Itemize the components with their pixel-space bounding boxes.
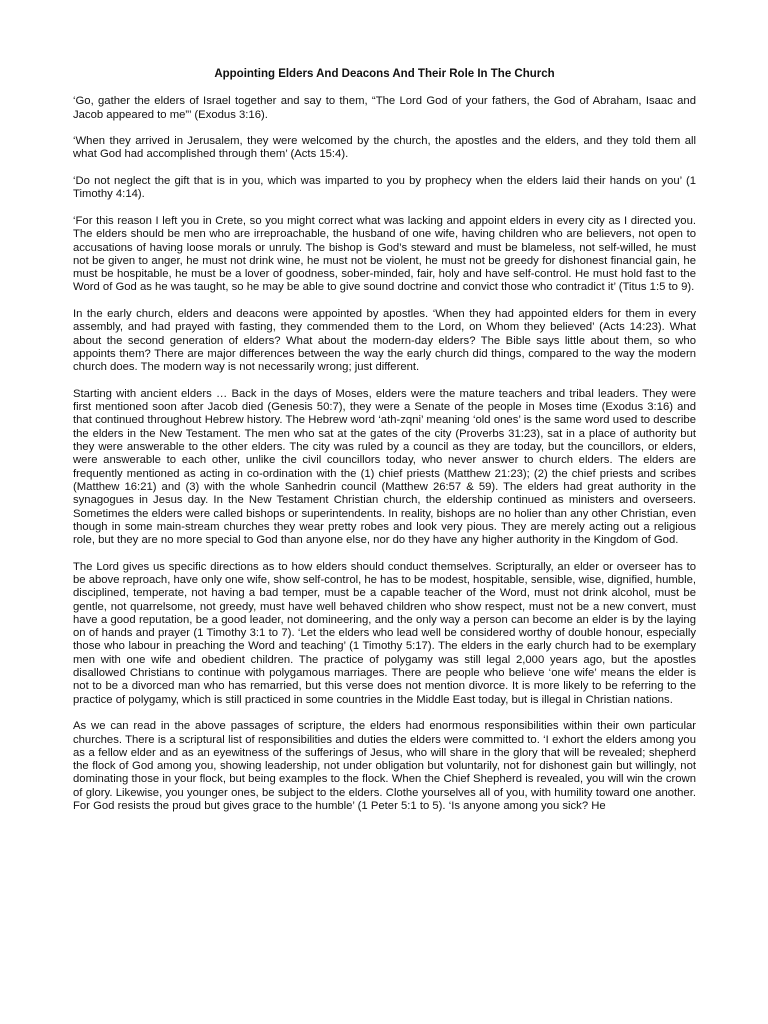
paragraph-early-church: In the early church, elders and deacons were appointed by apostles. ‘When they had appointed elders for them in every assembly, and had prayed with fasting, they commended them to the Lord, on Whom they believed’ (Acts 14:23). What about the second generation of elders? What about the modern-day elders? The Bible says little about them, so who appoints them? There are major differences between the way the early church did things, compared to the way the modern church does. The modern way is not necessarily wrong; just different. [73,308,696,374]
paragraph-acts-quote: ‘When they arrived in Jerusalem, they were welcomed by the church, the apostles and the elders, and they told them all what God had accomplished through them’ (Acts 15:4). [73,135,696,161]
paragraph-timothy-quote: ‘Do not neglect the gift that is in you, which was imparted to you by prophecy when the elders laid their hands on you’ (1 Timothy 4:14). [73,175,696,201]
paragraph-elder-conduct: The Lord gives us specific directions as to how elders should conduct themselves. Scripturally, an elder or overseer has to be above reproach, have only one wife, show self-control, he has to be modest, hospitable, sensible, wise, dignified, humble, disciplined, temperate, not having a bad temper, must be a capable teacher of the Word, must not drink alcohol, must be gentle, not quarrelsome, not greedy, must have well behaved children who show respect, must not be a new convert, must have a good reputation, be a good leader, not domineering, and the only way a person can become an elder is by the laying on of hands and prayer (1 Timothy 3:1 to 7). ‘Let the elders who lead well be considered worthy of double honour, especially those who labour in preaching the Word and teaching’ (1 Timothy 5:17). The elders in the early church had to be exemplary men with one wife and obedient children. The practice of polygamy was still legal 2,000 years ago, but the apostles disallowed Christians to continue with polygamous marriages. There are people who believe ‘one wife’ means the elder is not to be a divorced man who has remarried, but this verse does not mention divorce. It is more likely to be referring to the practice of polygamy, which is still practiced in some countries in the Middle East today, but is illegal in Christian nations. [73,560,696,706]
paragraph-exodus-quote: ‘Go, gather the elders of Israel together and say to them, “The Lord God of your fathers, the God of Abraham, Isaac and Jacob appeared to me”’ (Exodus 3:16). [73,95,696,121]
paragraph-titus-quote: ‘For this reason I left you in Crete, so you might correct what was lacking and appoint elders in every city as I directed you. The elders should be men who are irreproachable, the husband of one wife, having children who are believers, not open to accusations of having loose morals or unruly. The bishop is God’s steward and must be blameless, not self-willed, he must not be given to anger, he must not drink wine, he must not be violent, he must not be greedy for dishonest financial gain, he must be hospitable, he must be a lover of goodness, sober-minded, fair, holy and have self-control. He must hold fast to the Word of God as he was taught, so he may be able to give sound doctrine and convict those who contradict it’ (Titus 1:5 to 9). [73,214,696,294]
paragraph-ancient-elders: Starting with ancient elders … Back in the days of Moses, elders were the mature teachers and tribal leaders. They were first mentioned soon after Jacob died (Genesis 50:7), they were a Senate of the people in Moses time (Exodus 3:16) and that continued throughout Hebrew history. The Hebrew word ‘ath-zqni’ meaning ‘old ones’ is the same word used to describe the elders in the New Testament. The men who sat at the gates of the city (Proverbs 31:23), sat in a place of authority but they were answerable to the other elders. The city was ruled by a council as they are today, but the councillors, or elders, were answerable to each other, unlike the civil councillors today, who never answer to church elders. The elders are frequently mentioned as acting in co-ordination with the (1) chief priests (Matthew 21:23); (2) the chief priests and scribes (Matthew 16:21) and (3) with the whole Sanhedrin council (Matthew 26:57 & 59). The elders had great authority in the synagogues in Jesus day. In the New Testament Christian church, the eldership continued as ministers and overseers. Sometimes the elders were called bishops or superintendents. In reality, bishops are no holier than any other Christian, even though in some main-stream churches they wear pretty robes and look very pious. They are merely acting out a religious role, but they are no more special to God than anyone else, nor do they have any higher authority in the Kingdom of God. [73,387,696,547]
document-title: Appointing Elders And Deacons And Their Role In The Church [214,68,555,80]
paragraph-elder-responsibilities: As we can read in the above passages of scripture, the elders had enormous responsibilities within their own particular churches. There is a scriptural list of responsibilities and duties the elders were committed to. ‘I exhort the elders among you as a fellow elder and as an eyewitness of the sufferings of Jesus, who will share in the glory that will be revealed; shepherd the flock of God among you, showing leadership, not under obligation but voluntarily, not for dishonest gain but willingly, not dominating those in your flock, but being examples to the flock. When the Chief Shepherd is revealed, you will win the crown of glory. Likewise, you younger ones, be subject to the elders. Clothe yourselves all of you, with humility toward one another. For God resists the proud but gives grace to the humble’ (1 Peter 5:1 to 5). ‘Is anyone among you sick? He [73,720,696,813]
